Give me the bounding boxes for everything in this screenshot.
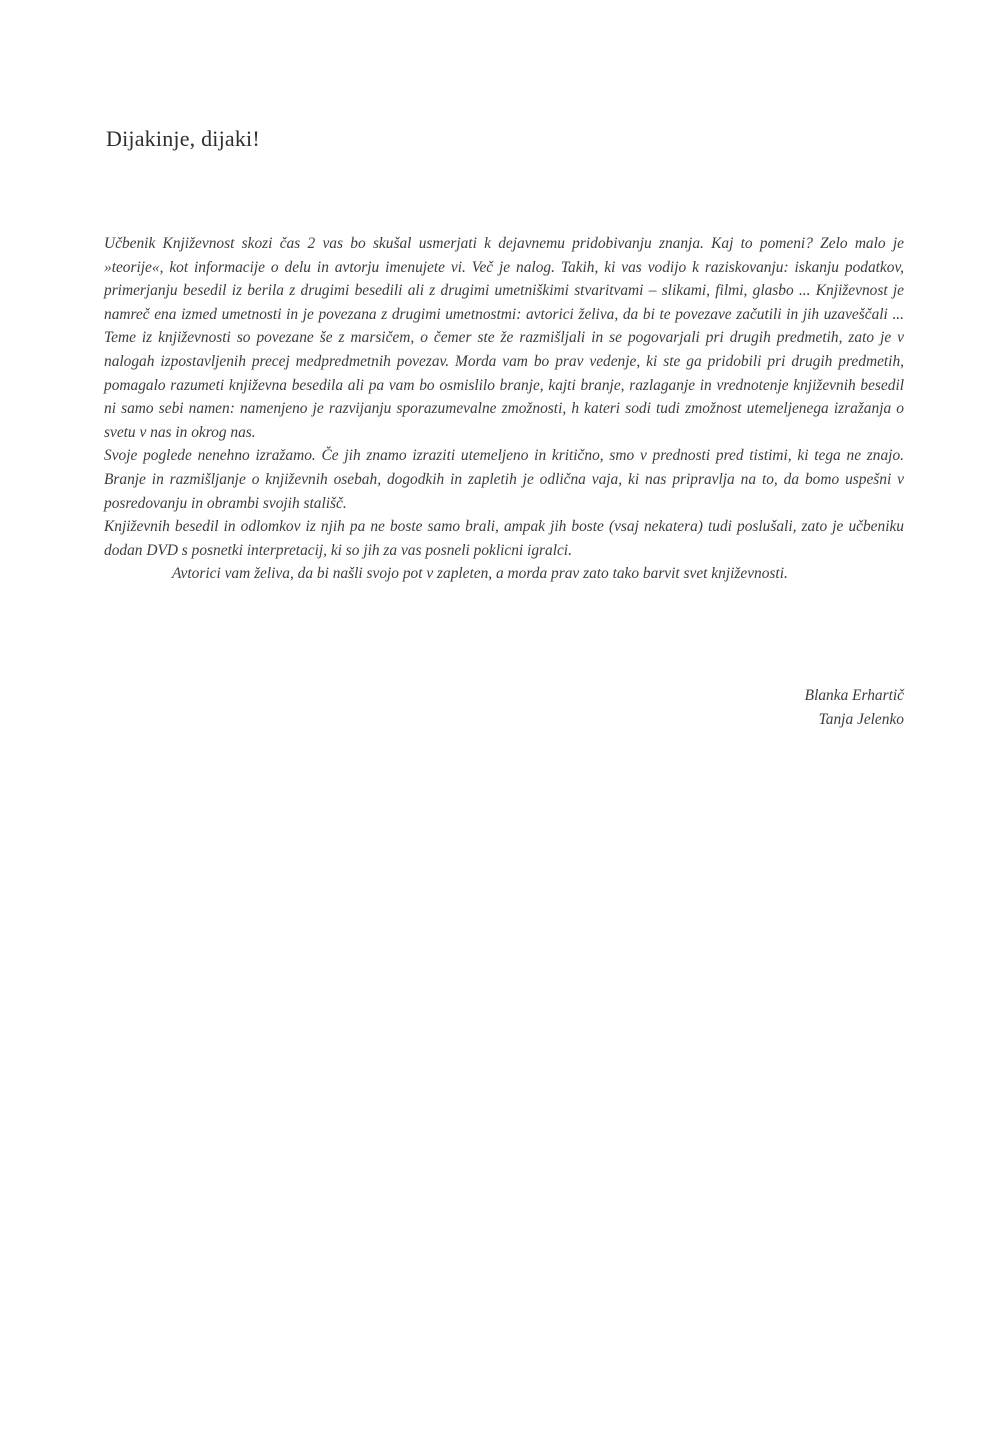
page-heading: Dijakinje, dijaki! [106,126,260,151]
signature-block [805,684,904,731]
paragraph-dvd: Književnih besedil in odlomkov iz njih pa ne boste samo brali, ampak jih boste (vsaj nekatera) tudi poslušali, zato je učbeniku dodan DVD s posnetki interpretacij, ki so jih za vas posneli poklicni igralci. [104,518,904,559]
author-name: Tanja Jelenko [818,710,904,728]
author-name: Blanka Erhartič [804,687,904,704]
paragraph-closing: Avtorici vam želiva, da bi našli svojo pot v zapleten, a morda prav zato tako barvit svet književnosti. [172,565,788,583]
paragraph-intro: Učbenik Književnost skozi čas 2 vas bo skušal usmerjati k dejavnemu pridobivanju znanja. Kaj to pomeni? Zelo malo je »teorije«, kot informacije o delu in avtorju imenujete vi. Več je nalog. Takih, ki vas vodijo k raziskovanju: iskanju podatkov, primerjanju besedil iz berila z drugimi besedili ali z drugimi umetniškimi stvaritvami – slikami, filmi, glasbo ... Književnost je namreč ena izmed umetnosti in je povezana z drugimi umetnostmi: avtorici želiva, da bi te povezave začutili in jih uzaveščali ... Teme iz književnosti so povezane še z marsičem, o čemer ste že razmišljali in se pogovarjali pri drugih predmetih, zato je v nalogah izpostavljenih precej medpredmetnih povezav. Morda vam bo prav vedenje, ki ste ga pridobili pri drugih predmetih, pomagalo razumeti književna besedila ali pa vam bo osmislilo branje, kajti branje, razlaganje in vrednotenje književnih besedil ni samo sebi namen: namenjeno je razvijanju sporazumevalne zmožnosti, h kateri sodi tudi zmožnost utemeljenega izražanja o svetu v nas in okrog nas. [104,235,904,441]
body-text [104,232,904,586]
paragraph-views: Svoje poglede nenehno izražamo. Če jih znamo izraziti utemeljeno in kritično, smo v prednosti pred tistimi, ki tega ne znajo. Branje in razmišljanje o književnih osebah, dogodkih in zapletih je odlična vaja, ki nas pripravlja na to, da bomo uspešni v posredovanju in obrambi svojih stališč. [104,447,904,512]
